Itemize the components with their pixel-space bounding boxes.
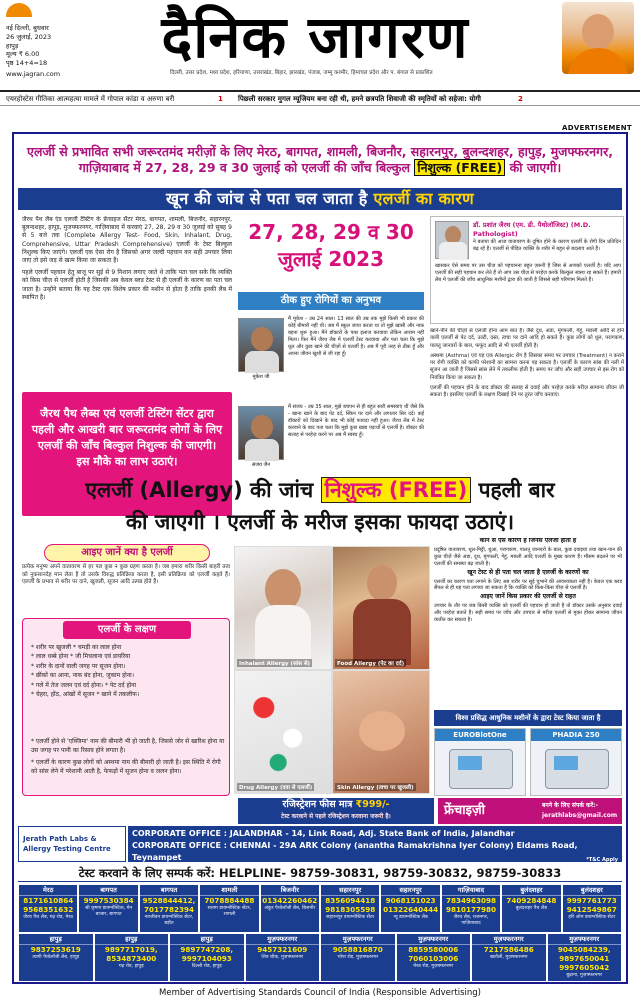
centre-city: मुज़फ्फरनगर	[321, 934, 395, 945]
centre-city: बागपत	[79, 885, 137, 896]
symptoms-heading: एलर्जी के लक्षण	[63, 621, 191, 639]
causes-heading: कौन से ऐसे कारण है जिनसे एलर्जी होती है	[479, 538, 577, 544]
centre-address: नवजीवन डायग्नोस्टिक सेंटर, बड़ौत	[144, 915, 194, 927]
centre-city: हापुड़	[170, 934, 244, 945]
centre-address: मेरठ रोड, मुज़फ्फरनगर	[413, 964, 454, 969]
symptom-item: * लाल धब्बे होना * जी मिचलाना एवं डायरिया	[31, 653, 131, 661]
centre-address: अंकुर पैथोलॉजी लैब, बिजनौर	[264, 906, 316, 911]
headline-text-1: एलर्जी (Allergy) की जांच	[85, 478, 314, 502]
registration-fee-label: रजिस्ट्रेशन फीस मात्र	[282, 799, 353, 810]
testimonial-name: मुकेश जी	[252, 374, 270, 380]
corporate-office-jalandhar: CORPORATE OFFICE : JALANDHAR - 14, Link Road, Adj. State Bank of India, Jalandhar	[132, 829, 515, 838]
hero-free-badge: निशुल्क (FREE)	[414, 159, 505, 176]
centre-phone[interactable]: 8356094418 9818305598	[325, 896, 376, 914]
centre-card	[320, 884, 380, 933]
edition-city: हापुड़	[6, 41, 19, 50]
centre-address: जैरथ लैब, राजनगर, गाज़ियाबाद	[453, 915, 489, 927]
intro-paragraph-1: जैरथ पैथ लैब एंड एलर्जी टैस्टिंग के फ्रेंचाइज सैंटर मेरठ, बागपत, शामली, बिजनौर, सहारनपुर, बुलन्दशहर, हापुड़, मुजफ्फरनगर, गाज़ियाबाद में करवाएं 27, 28, 29 व 30 जुलाई को सुबह 9 से 5 बजे तक (Complete Allergy Test- Food, Skin, Inhalant, Drug, Comprehensive, Uttar Pradesh Comprehensive) एलर्जी के टेस्ट बिल्कुल निशुल्क किए जाएंगे। एलर्जी एक ऐसा रोग है जिसको अगर जल्दी पहचान कर सही उपचार लिया जाए तो इसे जड़ से खत्म किया जा सकता है।	[22, 216, 232, 265]
registration-fee	[238, 798, 434, 812]
testimonial-text: मैं मुकेश - उम्र 24 साल। 13 साल की उम्र तक मुझे किसी भी प्रकार की कोई बीमारी नहीं थी। जब मैं स्कूल जाया करता था तो मुझे खांसी और नाक बहना शुरू हुआ। मैंने डॉक्टरों के पास इलाज करवाया लेकिन आराम नहीं मिला। फिर मैंने जैरथ लैब में एलर्जी टेस्ट करवाया और पता चला कि मुझे धूल और कुछ खाने की चीज़ों से एलर्जी है। अब मैं पूरी तरह से ठीक हूँ और अपना जीवन खुशी से जी रहा हूँ।	[288, 316, 424, 357]
lab-machine-icon	[449, 749, 513, 789]
centre-city: बागपत	[140, 885, 198, 896]
photo-caption: Skin Allergy (त्वचा पर खुजली)	[337, 785, 414, 791]
edition-city-day: नई दिल्ली, बुधवार	[6, 24, 49, 32]
centre-card	[471, 933, 547, 982]
jagran-sun-logo-icon	[6, 3, 32, 17]
centre-phone[interactable]: 9837253619	[30, 945, 81, 954]
newspaper-title: दैनिक जागरण	[161, 3, 469, 71]
registration-note: टेस्ट करवाने से पहले रजिस्ट्रेशन करवाना जरूरी है।	[281, 813, 391, 820]
banner-text-2: एलर्जी का कारण	[373, 189, 474, 208]
symptom-item: * शरीर पर खुजली * चमड़ी का लाल होना	[31, 644, 122, 651]
testimonial-photo	[238, 318, 284, 372]
centre-city: मुज़फ्फरनगर	[548, 934, 622, 945]
hero-line-1: एलर्जी से प्रभावित सभी जरूरतमंद मरीज़ों के लिए मेरठ, बागपत, शामली, बिजनौर, सहारनपुर, बुलन्दशहर, हापुड़, मुजफ्फरनगर,	[27, 144, 613, 159]
centre-card	[94, 933, 170, 982]
centre-address: न्यू डायग्नोस्टिक लैब	[393, 915, 428, 920]
testimonial-photo	[238, 406, 284, 460]
centre-city: मेरठ	[19, 885, 77, 896]
causes-text: प्रदूषित वातावरण, धूल-मिट्टी, धुंआ, परागकण, पालतू जानवरों के बाल, कुछ दवाइयां तथा खान-पान की कुछ चीज़ें जैसे अंडा, दूध, मूंगफली, गेहूं, मछली आदि एलर्जी के मुख्य कारण हैं। मौसम बदलने पर भी एलर्जी की समस्या बढ़ जाती है।	[434, 546, 622, 567]
skin-allergy-photo	[332, 670, 430, 794]
centre-phone[interactable]: 8859580006 7060103006	[408, 945, 459, 963]
centre-address: गढ़ रोड, हापुड़	[118, 964, 144, 969]
symptom-item: * गले में तेज जलन एवं दर्द होना। * पेट दर्द होना	[31, 681, 137, 689]
headline-line-1	[18, 474, 622, 506]
ticker-story-2[interactable]: पिछली सरकार मुगल म्यूजियम बना रही थी, हमने छत्रपति शिवाजी की स्मृतियों को सहेजा: योगी	[238, 95, 481, 103]
corporate-office-chennai: CORPORATE OFFICE : CHENNAI - 29A ARK Colony (anantha Ramakrishna Iyer Colony) Eldams Road, Teynampet	[132, 841, 578, 862]
centre-phone[interactable]: 9058816870	[332, 945, 383, 954]
lab-machine-icon	[545, 749, 609, 789]
franchise-box	[438, 798, 622, 824]
masthead	[0, 0, 640, 92]
franchise-email-link[interactable]: jerathlabs@gmail.com	[542, 812, 618, 819]
centre-address: सहारनपुर डायग्नोस्टिक सेंटर	[326, 915, 375, 920]
website-link[interactable]: www.jagran.com	[6, 70, 61, 78]
food-allergy-photo	[332, 546, 430, 670]
allergy-test-advertisement	[12, 132, 628, 984]
relief-text: उपचार के तौर पर जब किसी व्यक्ति को एलर्जी की पहचान हो जाती है तो डॉक्टर उसके अनुसार दवाई और परहेज़ बताते हैं। सही समय पर जाँच और उपचार से मरीज़ एलर्जी से मुक्त होकर सामान्य जीवन व्यतीत कर सकता है।	[434, 603, 622, 624]
centre-phone[interactable]: 9045084239, 9897650041 9997605042	[557, 945, 611, 972]
corporate-address-block	[128, 826, 622, 862]
intro-paragraph-2: पहले एलर्जी पहचान हेतु बाजू पर सुई से 9 निशान लगाए जाते थे ताकि पता चल सके कि व्यक्ति को किस चीज़ से एलर्जी होती है जिसकी अब केवल ब्लड टेस्ट से ही एलर्जी के कारण का पता चल जाता है। उन्होंने बताया कि यह टैस्ट एक विशेष प्रकार की मशीन से होता है ताकि इनकी लैब में स्थापित है।	[22, 269, 232, 301]
registration-fee-amount: ₹999/-	[355, 799, 390, 810]
inhalant-allergy-photo	[234, 546, 332, 670]
drug-allergy-photo	[234, 670, 332, 794]
centre-address: हरि ओम डायग्नोस्टिक सेंटर	[568, 915, 616, 920]
centre-phone[interactable]: 9897717019, 8534873400	[104, 945, 158, 963]
symptoms-list	[31, 643, 227, 699]
centre-phone[interactable]: 9897747208, 9997104093	[180, 945, 234, 963]
centre-card	[18, 933, 94, 982]
centre-phone[interactable]: 7834963098 9810177980	[445, 896, 496, 914]
camp-dates	[238, 218, 424, 290]
hero-line-2	[18, 160, 622, 176]
doctor-name: डॉ. प्रशांत जैरथ (एम. डी. पैथोलॉजिस्ट) (M.D. Pathologist)	[473, 221, 591, 238]
symptom-notes	[31, 737, 227, 779]
centre-city: मुज़फ्फरनगर	[472, 934, 546, 945]
free-test-callout: जैरथ पैथ लैब्स एवं एलर्जी टेस्टिंग सेंटर द्वारा पहली और आखरी बार जरूरतमंद लोगों के लिए एलर्जी की जाँच बिल्कुल निशुल्क की जाएगी। इस मौके का लाभ उठाएं।	[22, 392, 232, 516]
advertisement-label: ADVERTISEMENT	[562, 124, 632, 132]
symptom-item: * शरीर के दानों वाली जगह पर सूजन होना।	[31, 662, 126, 670]
machine-name: EUROBlotOne	[435, 729, 525, 741]
centre-city: बिजनौर	[261, 885, 319, 896]
centre-phone[interactable]: 9997761773 9412549867	[566, 896, 617, 914]
centre-address: जैरथ पैथ लैब, गढ़ रोड, मेरठ	[23, 915, 74, 920]
centre-city: बुलंदशहर	[502, 885, 560, 896]
testimonial-1	[238, 314, 424, 412]
allergy-types-photos	[234, 546, 430, 794]
headline-ticker	[0, 92, 640, 106]
centre-phone[interactable]: 9068151023 01322640444	[383, 896, 439, 914]
symptom-note: * एलर्जी होने से 'एक्जिमा' नाम की बीमारी भी हो जाती है, जिससे जोर से खारिश होना या उस जगह पर पानी का रिसाव होने लगता है।	[31, 738, 225, 754]
centre-phone[interactable]: 7078884488	[204, 896, 255, 905]
centre-card	[501, 884, 561, 933]
centre-phone[interactable]: 7409284848	[506, 896, 557, 905]
doctor-photo	[435, 221, 469, 259]
centre-phone[interactable]: 8171610864 9568351632	[23, 896, 74, 914]
what-is-allergy-text: प्रत्येक मनुष्य अपने वातावरण से हर पल कुछ न कुछ ग्रहण करता है। जब हमारा शरीर किसी बाहरी तत्व को नुकसानदेह मान लेता है तो उसके विरुद्ध प्रतिक्रिया करता है, इसी प्रतिक्रिया को एलर्जी कहते हैं। एलर्जी के प्रभाव से शरीर पर दाने, खुजली, सूजन आदि उत्पन्न होते हैं।	[22, 564, 230, 586]
centre-city: बुलंदशहर	[563, 885, 621, 896]
testimonials-heading: ठीक हुए रोगियों का अनुभव	[238, 292, 424, 310]
centre-city: सहारनपुर	[321, 885, 379, 896]
symptom-note: * एलर्जी के कारण कुछ लोगों को अस्थमा नाम की बीमारी हो जाती है। इस स्थिति में रोगी को सांस लेने में परेशानी आती है, फेफड़ों में सूजन होना व जलन होना।	[31, 759, 221, 775]
what-is-allergy-heading: आइए जानें क्या है एलर्जी	[44, 544, 210, 562]
centre-address: भोपा रोड, मुज़फ्फरनगर	[337, 955, 379, 960]
masthead-portrait-photo	[562, 2, 634, 74]
symptoms-box	[22, 618, 230, 796]
photo-caption: Food Allergy (पेट का दर्द)	[337, 661, 405, 667]
centre-card	[245, 933, 321, 982]
centre-address: सत्यम डायग्नोस्टिक सेंटर, शामली	[207, 906, 252, 918]
hero-announcement	[18, 138, 622, 186]
machine-phadia	[530, 728, 622, 796]
doctor-statement	[430, 216, 624, 324]
centre-phone[interactable]: 9528844412, 7017782394	[142, 896, 196, 914]
centre-phone[interactable]: 7217586486	[483, 945, 534, 954]
centre-card	[139, 884, 199, 933]
camp-dates-days: 27, 28, 29 व 30	[248, 220, 414, 244]
test-centres-grid	[18, 884, 622, 982]
centre-address: खतौली, मुज़फ्फरनगर	[489, 955, 528, 960]
centre-card	[547, 933, 623, 982]
relief-heading: आइए जानें किस प्रकार की एलर्जी से राहत	[480, 593, 576, 601]
info-paragraph-3: एलर्जी की पहचान होने के बाद डॉक्टर की सलाह से दवाई और परहेज़ करके मरीज़ सामान्य जीवन जी सकता है। इसलिए एलर्जी के लक्षण दिखाई देने पर तुरंत जाँच करवाएं।	[430, 385, 624, 399]
centre-card	[78, 884, 138, 933]
centre-card	[562, 884, 622, 933]
blood-test-banner	[18, 188, 622, 210]
helpline-numbers[interactable]: टेस्ट करवाने के लिए सम्पर्क करें: HELPLINE- 98759-30831, 98759-30832, 98759-30833	[18, 864, 622, 882]
centre-address: श्री कृष्णा डायग्नोस्टिक, मेन बाजार, बागपत	[84, 906, 133, 918]
headline-free-badge: निशुल्क (FREE)	[321, 477, 472, 503]
centre-address: दिल्ली रोड, हापुड़	[191, 964, 222, 969]
banner-text-1: खून की जांच से पता चल जाता है	[166, 189, 368, 208]
edition-date: 26 जुलाई, 2023	[6, 32, 52, 41]
centre-phone[interactable]: 9457321609	[257, 945, 308, 954]
centre-address: बुलंदशहर पैथ लैब	[515, 906, 547, 911]
doctor-quote: ने बताया की आज वातावरण के दूषित होने के कारण एलर्जी के रोगी दिन प्रतिदिन बढ़ रहे हैं। एलर्जी से पीड़ित व्यक्ति के शरीर में बहुत से बदलाव आते हैं।	[473, 239, 621, 252]
blood-test-text: एलर्जी का कारण पता लगाने के लिए अब शरीर पर सुई चुभाने की आवश्यकता नहीं है। केवल एक ब्लड सैंपल से ही यह पता लगाया जा सकता है कि व्यक्ति को किस-किस चीज़ से एलर्जी है।	[434, 578, 622, 592]
centre-city: मुज़फ्फरनगर	[246, 934, 320, 945]
free-test-headline	[18, 474, 622, 544]
footer-asci-note: Member of Advertising Standards Council of India (Responsible Advertising)	[159, 988, 481, 998]
centre-phone[interactable]: 9997530384	[83, 896, 134, 905]
centre-address: त्यागी पैथोलॉजी लैब, हापुड़	[32, 955, 80, 960]
testimonial-text: मैं संजय - उम्र 35 साल, मुझे बचपन से ही बहुत सारी समस्याएं थीं जैसे कि - खाना खाने के बाद पेट दर्द, स्किन पर दाने और लगातार सिर दर्द। कई डॉक्टरों को दिखाने के बाद भी कोई फायदा नहीं हुआ। जैरथ लैब में टेस्ट करवाने के बाद पता चला कि मुझे कुछ खाद्य पदार्थों से एलर्जी है। डॉक्टर की सलाह से परहेज़ करने पर अब मैं स्वस्थ हूँ।	[288, 404, 424, 438]
symptom-item: * छींकों का आना, नाक बंद होना, जुकाम होना।	[31, 672, 135, 680]
ticker-page-2: 2	[518, 95, 523, 103]
centre-city: सहारनपुर	[381, 885, 439, 896]
hero-line-2-text: गाज़ियाबाद में 27, 28, 29 व 30 जुलाई को एलर्जी की जाँच बिल्कुल	[78, 160, 410, 175]
centre-card	[380, 884, 440, 933]
centre-card	[18, 884, 78, 933]
testimonial-name: संजय जैन	[251, 462, 271, 468]
franchise-label: फ्रेंचाइज़ी	[444, 803, 486, 818]
machine-name: PHADIA 250	[531, 729, 621, 741]
info-paragraph-1: खाने-पीने की चीज़ों से एलर्जी होना आम बात है। जैसे दूध, अंडा, मूंगफली, गेहूं, मछली आदि से होने वाली एलर्जी से पेट दर्द, उल्टी, दस्त, त्वचा पर दाने आदि हो सकते हैं। कुछ लोगों को धूल, परागकण, पालतू जानवरों के बाल, फफूंद आदि से भी एलर्जी होती है।	[430, 328, 624, 349]
centre-address: शिव चौक, मुज़फ्फरनगर	[261, 955, 304, 960]
centre-card	[396, 933, 472, 982]
publication-regions: दिल्ली, उत्तर प्रदेश, मध्य प्रदेश, हरियाणा, उत्तराखंड, बिहार, झारखंड, पंजाब, जम्मू कश्मीर, हिमाचल प्रदेश और प. बंगाल से प्रकाशित	[170, 70, 433, 76]
registration-fee-bar	[238, 798, 434, 824]
centre-city: हापुड़	[95, 934, 169, 945]
centre-card	[199, 884, 259, 933]
blood-test-heading: खून टेस्ट से ही पता चल जाता है एलर्जी के कारणों का	[467, 568, 589, 576]
centre-address: बुढ़ाना, मुज़फ्फरनगर	[566, 973, 603, 978]
centre-card	[441, 884, 501, 933]
ticker-story-1[interactable]: एयरहोस्टेस गीतिका आत्महत्या मामले में गोपाल कांडा व अरुणा बरी	[6, 95, 175, 103]
corporate-offices	[18, 826, 622, 862]
edition-pages: पृष्ठ 14+4=18	[6, 59, 48, 68]
brand-logo: Jerath Path Labs & Allergy Testing Centre	[18, 826, 126, 862]
franchise-contact-label: बनने के लिए संपर्क करें:-	[542, 802, 599, 809]
centre-card	[260, 884, 320, 933]
centre-city: गाज़ियाबाद	[442, 885, 500, 896]
centre-city: मुज़फ्फरनगर	[397, 934, 471, 945]
machines-heading: विश्व प्रसिद्ध आधुनिक मशीनों के द्वारा टेस्ट किया जाता है	[434, 710, 622, 726]
centre-card	[320, 933, 396, 982]
centre-city: हापुड़	[19, 934, 93, 945]
allergy-causes-section	[434, 538, 622, 706]
camp-dates-month: जुलाई 2023	[277, 247, 385, 271]
terms-apply: *T&C Apply	[586, 857, 618, 863]
headline-text-2: पहली बार	[478, 478, 555, 502]
photo-caption: Inhalant Allergy (सांस से)	[239, 661, 311, 667]
machine-euroblotone	[434, 728, 526, 796]
symptom-item: * चेहरा, होंठ, आंखों में सूजन * खाने में तकलीफ।	[31, 691, 140, 699]
info-paragraph-2: अस्थमा (Asthma) एवं यह एक Allergic रोग है जिसका समय पर उपचार (Treatment) न कराने पर रोगी व्यक्ति को काफी परेशानी का सामना करना पड़ सकता है। एलर्जी के कारण सांस की नली में सूजन आ जाती है जिससे सांस लेने में तकलीफ होती है। समय पर जाँच और सही उपचार से इस रोग को नियंत्रित किया जा सकता है।	[430, 352, 624, 381]
photo-caption: Drug Allergy (दवा से एलर्जी)	[239, 785, 313, 791]
doctor-quote-continued: खासकर ऐसे समय पर उस चीज़ को पहचानना बहुत ज़रूरी है जिस से आपको एलर्जी है। यदि आप एलर्जी की सही पहचान कर लेते हैं तो आप उस चीज़ से परहेज़ करके बिल्कुल स्वस्थ रह सकते हैं। हमारी लैब में एलर्जी की जाँच आधुनिक मशीनों द्वारा की जाती है जिससे सही परिणाम मिलते हैं।	[435, 263, 621, 283]
edition-price: मूल्य ₹ 6.00	[6, 50, 40, 59]
franchise-contact	[542, 801, 620, 821]
centre-card	[169, 933, 245, 982]
hero-line-2-end: की जाएगी।	[509, 160, 562, 175]
centre-phone[interactable]: 01342260462	[262, 896, 318, 905]
centre-city: शामली	[200, 885, 258, 896]
ticker-page-1: 1	[218, 95, 223, 103]
headline-line-2: की जाएगी । एलर्जी के मरीज इसका फायदा उठाएं।	[125, 510, 515, 534]
